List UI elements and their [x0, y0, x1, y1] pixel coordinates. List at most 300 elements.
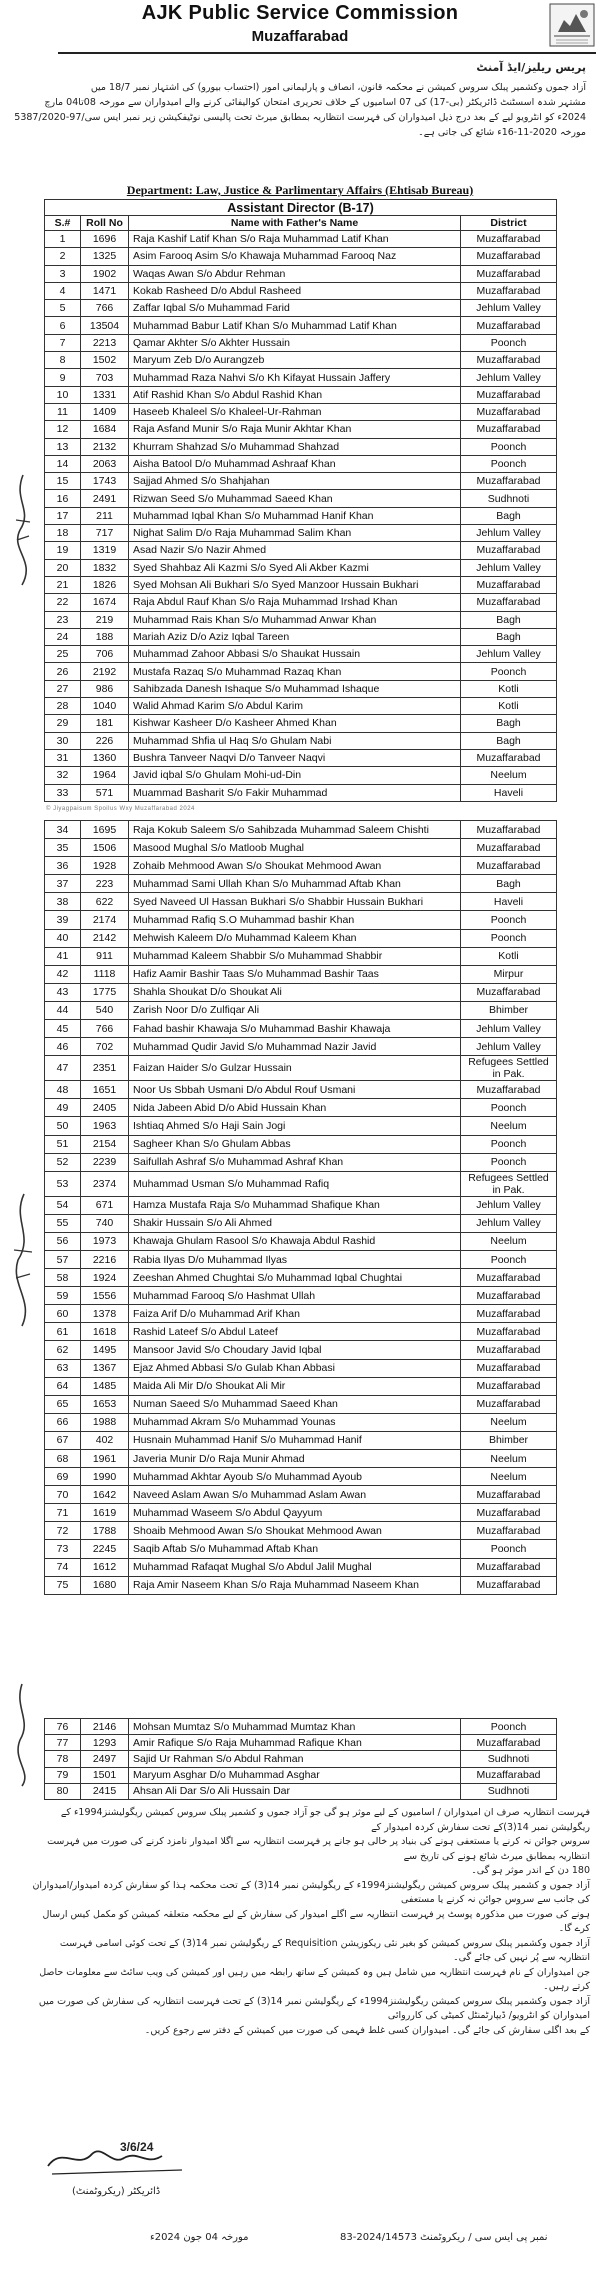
serial-number-cell: 46	[45, 1038, 81, 1056]
table-row	[45, 1751, 557, 1767]
district-cell: Poonch	[461, 1099, 557, 1117]
candidate-name-cell: Fahad bashir Khawaja S/o Muhammad Bashir Khawaja	[129, 1020, 461, 1038]
district-cell: Muzaffarabad	[461, 1341, 557, 1359]
roll-number-cell: 1642	[81, 1486, 129, 1504]
serial-number-cell: 56	[45, 1232, 81, 1250]
district-cell: Poonch	[461, 1250, 557, 1268]
table-row	[45, 1135, 557, 1153]
roll-number-cell: 622	[81, 893, 129, 911]
table-row	[45, 1250, 557, 1268]
candidate-name-cell: Rabia Ilyas D/o Muhammad Ilyas	[129, 1250, 461, 1268]
serial-number-cell: 55	[45, 1214, 81, 1232]
note-line: آزاد جموں و کشمیر پبلک سروس کمیشن ریگولیشنز1994ء کے ریگولیشن نمبر 14(3) کے تحت محکمہ ہذا کو سفارش کردہ امیدوار/امیدواران کی جانب سے سروس جوائن نہ کرنے یا مستعفی	[32, 1879, 590, 1905]
serial-number-cell: 66	[45, 1413, 81, 1431]
serial-number-cell: 49	[45, 1099, 81, 1117]
serial-number-cell: 28	[45, 698, 81, 715]
candidate-name-cell: Syed Shahbaz Ali Kazmi S/o Syed Ali Akber Kazmi	[129, 559, 461, 576]
table-body	[45, 231, 557, 802]
table-row	[45, 646, 557, 663]
district-cell: Muzaffarabad	[461, 403, 557, 420]
roll-number-cell: 1325	[81, 248, 129, 265]
roll-number-cell: 1409	[81, 403, 129, 420]
candidate-name-cell: Muhammad Qudir Javid S/o Muhammad Nazir Javid	[129, 1038, 461, 1056]
notes-block	[30, 1806, 590, 2038]
table-row	[45, 749, 557, 766]
table-row	[45, 1719, 557, 1735]
table-row	[45, 1377, 557, 1395]
candidate-name-cell: Sahibzada Danesh Ishaque S/o Muhammad Ishaque	[129, 680, 461, 697]
candidate-name-cell: Rizwan Seed S/o Muhammad Saeed Khan	[129, 490, 461, 507]
candidate-name-cell: Maryum Asghar D/o Muhammad Asghar	[129, 1767, 461, 1783]
district-cell: Poonch	[461, 911, 557, 929]
candidate-name-cell: Mustafa Razaq S/o Muhammad Razaq Khan	[129, 663, 461, 680]
table-row	[45, 1576, 557, 1594]
candidate-name-cell: Syed Naveed Ul Hassan Bukhari S/o Shabbir Hussain Bukhari	[129, 893, 461, 911]
roll-number-cell: 2142	[81, 929, 129, 947]
district-cell: Muzaffarabad	[461, 473, 557, 490]
district-cell: Muzaffarabad	[461, 1735, 557, 1751]
candidate-name-cell: Walid Ahmad Karim S/o Abdul Karim	[129, 698, 461, 715]
table-row	[45, 352, 557, 369]
serial-number-cell: 9	[45, 369, 81, 386]
district-cell: Poonch	[461, 1540, 557, 1558]
roll-number-cell: 1506	[81, 839, 129, 857]
table-row	[45, 576, 557, 593]
district-cell: Bagh	[461, 732, 557, 749]
district-cell: Muzaffarabad	[461, 1287, 557, 1305]
table-row	[45, 1056, 557, 1081]
table-row	[45, 282, 557, 299]
district-cell: Sudhnoti	[461, 1751, 557, 1767]
candidate-name-cell: Zohaib Mehmood Awan S/o Shoukat Mehmood Awan	[129, 857, 461, 875]
table-row	[45, 1540, 557, 1558]
serial-number-cell: 35	[45, 839, 81, 857]
roll-number-cell: 1826	[81, 576, 129, 593]
roll-number-cell: 1695	[81, 821, 129, 839]
district-cell: Refugees Settled in Pak.	[461, 1056, 557, 1081]
table-row	[45, 929, 557, 947]
table-row	[45, 1038, 557, 1056]
district-cell: Neelum	[461, 767, 557, 784]
serial-number-cell: 59	[45, 1287, 81, 1305]
district-cell: Jehlum Valley	[461, 525, 557, 542]
serial-number-cell: 2	[45, 248, 81, 265]
header-subtitle: Muzaffarabad	[251, 28, 349, 45]
roll-number-cell: 766	[81, 300, 129, 317]
roll-number-cell: 740	[81, 1214, 129, 1232]
roll-number-cell: 1674	[81, 594, 129, 611]
roll-number-cell: 703	[81, 369, 129, 386]
serial-number-cell: 51	[45, 1135, 81, 1153]
roll-number-cell: 2192	[81, 663, 129, 680]
candidate-name-cell: Waqas Awan S/o Abdur Rehman	[129, 265, 461, 282]
serial-number-cell: 3	[45, 265, 81, 282]
serial-number-cell: 64	[45, 1377, 81, 1395]
candidate-name-cell: Muhammad Waseem S/o Abdul Qayyum	[129, 1504, 461, 1522]
table-row	[45, 1450, 557, 1468]
table-body	[45, 1719, 557, 1800]
table-row	[45, 767, 557, 784]
serial-number-cell: 47	[45, 1056, 81, 1081]
roll-number-cell: 1653	[81, 1395, 129, 1413]
roll-number-cell: 1471	[81, 282, 129, 299]
roll-number-cell: 2154	[81, 1135, 129, 1153]
candidate-name-cell: Muhammad Rafaqat Mughal S/o Abdul Jalil Mughal	[129, 1558, 461, 1576]
header-title: AJK Public Service Commission	[141, 2, 459, 24]
roll-number-cell: 1619	[81, 1504, 129, 1522]
roll-number-cell: 219	[81, 611, 129, 628]
candidate-name-cell: Noor Us Sbbah Usmani D/o Abdul Rouf Usmani	[129, 1081, 461, 1099]
serial-number-cell: 36	[45, 857, 81, 875]
serial-number-cell: 32	[45, 767, 81, 784]
roll-number-cell: 2374	[81, 1171, 129, 1196]
serial-number-cell: 22	[45, 594, 81, 611]
signature-designation: ڈائریکٹر (ریکروٹمنٹ)	[72, 2186, 161, 2197]
roll-number-cell: 1964	[81, 767, 129, 784]
table-row	[45, 875, 557, 893]
signature-date: 3/6/24	[120, 2140, 154, 2154]
district-cell: Jehlum Valley	[461, 646, 557, 663]
serial-number-cell: 42	[45, 965, 81, 983]
roll-number-cell: 766	[81, 1020, 129, 1038]
serial-number-cell: 37	[45, 875, 81, 893]
roll-number-cell: 1973	[81, 1232, 129, 1250]
table-row	[45, 594, 557, 611]
table-row	[45, 911, 557, 929]
roll-number-cell: 1360	[81, 749, 129, 766]
candidate-name-cell: Raja Kokub Saleem S/o Sahibzada Muhammad Saleem Chishti	[129, 821, 461, 839]
table-row	[45, 1486, 557, 1504]
serial-number-cell: 10	[45, 386, 81, 403]
roll-number-cell: 2132	[81, 438, 129, 455]
serial-number-cell: 72	[45, 1522, 81, 1540]
district-cell: Kotli	[461, 680, 557, 697]
district-cell: Neelum	[461, 1232, 557, 1250]
serial-number-cell: 20	[45, 559, 81, 576]
roll-number-cell: 223	[81, 875, 129, 893]
table-row	[45, 821, 557, 839]
serial-number-cell: 17	[45, 507, 81, 524]
column-header-district: District	[461, 216, 557, 231]
roll-number-cell: 1684	[81, 421, 129, 438]
candidate-name-cell: Shakir Hussain S/o Ali Ahmed	[129, 1214, 461, 1232]
district-cell: Haveli	[461, 784, 557, 801]
district-cell: Jehlum Valley	[461, 1038, 557, 1056]
district-cell: Jehlum Valley	[461, 1020, 557, 1038]
district-cell: Bagh	[461, 875, 557, 893]
intro-line: 2024ء کو انٹرویو لیے کے بعد درج ذیل امیدواران کی فہرست انتظاریہ بمطابق میرٹ تحت پالیسی نوٹیفکیشن زیر نمبر ایس سی/97-5387/2020	[14, 112, 586, 123]
roll-number-cell: 671	[81, 1196, 129, 1214]
candidate-name-cell: Hamza Mustafa Raja S/o Muhammad Shafique Khan	[129, 1196, 461, 1214]
district-cell: Muzaffarabad	[461, 983, 557, 1001]
roll-number-cell: 1775	[81, 983, 129, 1001]
district-cell: Muzaffarabad	[461, 1323, 557, 1341]
header-divider	[58, 52, 596, 54]
roll-number-cell: 2415	[81, 1783, 129, 1799]
candidate-name-cell: Mansoor Javid S/o Choudary Javid Iqbal	[129, 1341, 461, 1359]
roll-number-cell: 1378	[81, 1305, 129, 1323]
candidate-name-cell: Asim Farooq Asim S/o Khawaja Muhammad Farooq Naz	[129, 248, 461, 265]
serial-number-cell: 69	[45, 1468, 81, 1486]
table-row	[45, 1783, 557, 1799]
district-cell: Sudhnoti	[461, 490, 557, 507]
serial-number-cell: 58	[45, 1269, 81, 1287]
table-row	[45, 715, 557, 732]
roll-number-cell: 2213	[81, 334, 129, 351]
table-row	[45, 1341, 557, 1359]
table-part-2	[44, 820, 557, 1595]
candidate-name-cell: Zaffar Iqbal S/o Muhammad Farid	[129, 300, 461, 317]
note-line: جن امیدواران کے نام فہرست انتظاریہ میں شامل ہیں وہ کمیشن کے ساتھ رابطہ میں رہیں اور کمیشن کی ویب سائٹ سے معلومات حاصل کرتے رہیں۔	[39, 1966, 590, 1992]
candidate-name-cell: Muhammad Zahoor Abbasi S/o Shaukat Hussain	[129, 646, 461, 663]
serial-number-cell: 70	[45, 1486, 81, 1504]
note-line: ہونے کی صورت میں مذکورہ پوسٹ پر فہرست انتظاریہ سے اگلے امیدوار کی سفارش کے لیے محکمہ متعلقہ کمیشن کو مکمل کیس ارسال کرے گا۔	[42, 1908, 590, 1934]
district-cell: Jehlum Valley	[461, 559, 557, 576]
serial-number-cell: 63	[45, 1359, 81, 1377]
table-row	[45, 542, 557, 559]
serial-number-cell: 11	[45, 403, 81, 420]
column-header-name: Name with Father's Name	[129, 216, 461, 231]
district-cell: Muzaffarabad	[461, 749, 557, 766]
note-line: فہرست انتظاریہ صرف ان امیدواران / اسامیوں کے لیے موثر ہو گی جو آزاد جموں و کشمیر پبلک سروس کمیشن ریگولیشنز1994ء کے ریگولیشن نمبر 14(3)کے تحت سفارش کردہ امیدوار کے	[60, 1807, 590, 1833]
table-footnote: © Jiyagpaisum Spoilus Wxy Muzaffarabad 2024	[46, 806, 195, 812]
candidate-name-cell: Syed Mohsan Ali Bukhari S/o Syed Manzoor Hussain Bukhari	[129, 576, 461, 593]
table-row	[45, 983, 557, 1001]
district-cell: Poonch	[461, 1719, 557, 1735]
note-line: آزاد جموں وکشمیر پبلک سروس کمیشن کو بغیر نئی ریکوزیشن Requisition کے ریگولیشن نمبر 14(3) کے تحت کوئی اسامی فہرست انتظاریہ سے پُر نہیں کی جائے گی۔	[59, 1937, 590, 1963]
table-row	[45, 628, 557, 645]
table-part-3	[44, 1718, 557, 1800]
serial-number-cell: 23	[45, 611, 81, 628]
candidate-name-cell: Hafiz Aamir Bashir Taas S/o Muhammad Bashir Taas	[129, 965, 461, 983]
table-row	[45, 1171, 557, 1196]
serial-number-cell: 19	[45, 542, 81, 559]
table-row	[45, 317, 557, 334]
district-cell: Neelum	[461, 1117, 557, 1135]
roll-number-cell: 1902	[81, 265, 129, 282]
table-row	[45, 1359, 557, 1377]
district-cell: Muzaffarabad	[461, 352, 557, 369]
district-cell: Jehlum Valley	[461, 300, 557, 317]
table-part-1	[44, 199, 557, 802]
table-row	[45, 1081, 557, 1099]
roll-number-cell: 1118	[81, 965, 129, 983]
district-cell: Bagh	[461, 628, 557, 645]
candidate-name-cell: Muhammad Rais Khan S/o Muhammad Anwar Khan	[129, 611, 461, 628]
table-row	[45, 1214, 557, 1232]
roll-number-cell: 571	[81, 784, 129, 801]
candidate-name-cell: Numan Saeed S/o Muhammad Saeed Khan	[129, 1395, 461, 1413]
table-row	[45, 698, 557, 715]
table-body	[45, 821, 557, 1595]
district-cell: Muzaffarabad	[461, 542, 557, 559]
roll-number-cell: 1924	[81, 1269, 129, 1287]
candidate-name-cell: Sajjad Ahmed S/o Shahjahan	[129, 473, 461, 490]
table-row	[45, 369, 557, 386]
candidate-name-cell: Ahsan Ali Dar S/o Ali Hussain Dar	[129, 1783, 461, 1799]
roll-number-cell: 1501	[81, 1767, 129, 1783]
margin-signature	[8, 470, 38, 590]
roll-number-cell: 1651	[81, 1081, 129, 1099]
table-row	[45, 732, 557, 749]
district-cell: Haveli	[461, 893, 557, 911]
district-cell: Muzaffarabad	[461, 576, 557, 593]
table-row	[45, 455, 557, 472]
table-row	[45, 1287, 557, 1305]
serial-number-cell: 8	[45, 352, 81, 369]
serial-number-cell: 15	[45, 473, 81, 490]
serial-number-cell: 18	[45, 525, 81, 542]
serial-number-cell: 73	[45, 1540, 81, 1558]
candidate-name-cell: Asad Nazir S/o Nazir Ahmed	[129, 542, 461, 559]
table-row	[45, 857, 557, 875]
table-row	[45, 1323, 557, 1341]
district-cell: Poonch	[461, 1135, 557, 1153]
table-row	[45, 965, 557, 983]
press-release-label: پریس ریلیز/ایڈ آمنٹ	[476, 61, 586, 74]
serial-number-cell: 78	[45, 1751, 81, 1767]
district-cell: Muzaffarabad	[461, 317, 557, 334]
candidate-name-cell: Saqib Aftab S/o Muhammad Aftab Khan	[129, 1540, 461, 1558]
serial-number-cell: 26	[45, 663, 81, 680]
serial-number-cell: 62	[45, 1341, 81, 1359]
table-row	[45, 1020, 557, 1038]
candidate-name-cell: Muhammad Akhtar Ayoub S/o Muhammad Ayoub	[129, 1468, 461, 1486]
district-cell: Poonch	[461, 1153, 557, 1171]
district-cell: Muzaffarabad	[461, 1377, 557, 1395]
roll-number-cell: 1990	[81, 1468, 129, 1486]
district-cell: Poonch	[461, 438, 557, 455]
table-row	[45, 1431, 557, 1449]
district-cell: Sudhnoti	[461, 1783, 557, 1799]
table-row	[45, 525, 557, 542]
table-row	[45, 248, 557, 265]
district-cell: Muzaffarabad	[461, 1081, 557, 1099]
roll-number-cell: 1680	[81, 1576, 129, 1594]
district-cell: Neelum	[461, 1450, 557, 1468]
roll-number-cell: 1293	[81, 1735, 129, 1751]
candidate-name-cell: Javeria Munir D/o Raja Munir Ahmad	[129, 1450, 461, 1468]
candidate-name-cell: Javid iqbal S/o Ghulam Mohi-ud-Din	[129, 767, 461, 784]
table-row	[45, 839, 557, 857]
candidate-name-cell: Raja Kashif Latif Khan S/o Raja Muhammad Latif Khan	[129, 231, 461, 248]
district-cell: Bagh	[461, 715, 557, 732]
intro-paragraph	[14, 80, 586, 140]
note-line: کے بعد اگلی سفارش کی جائے گی۔ امیدواران کسی غلط فہمی کی صورت میں کمیشن کے دفتر سے رجوع کریں۔	[144, 2024, 590, 2036]
serial-number-cell: 74	[45, 1558, 81, 1576]
serial-number-cell: 76	[45, 1719, 81, 1735]
district-cell: Neelum	[461, 1468, 557, 1486]
roll-number-cell: 1612	[81, 1558, 129, 1576]
serial-number-cell: 12	[45, 421, 81, 438]
table-row	[45, 1305, 557, 1323]
candidate-name-cell: Haseeb Khaleel S/o Khaleel-Ur-Rahman	[129, 403, 461, 420]
serial-number-cell: 68	[45, 1450, 81, 1468]
roll-number-cell: 1988	[81, 1413, 129, 1431]
candidate-name-cell: Faiza Arif D/o Muhammad Arif Khan	[129, 1305, 461, 1323]
roll-number-cell: 1502	[81, 352, 129, 369]
table-row	[45, 1232, 557, 1250]
candidate-name-cell: Raja Abdul Rauf Khan S/o Raja Muhammad Irshad Khan	[129, 594, 461, 611]
serial-number-cell: 45	[45, 1020, 81, 1038]
roll-number-cell: 402	[81, 1431, 129, 1449]
serial-number-cell: 21	[45, 576, 81, 593]
candidate-name-cell: Mehwish Kaleem D/o Muhammad Kaleem Khan	[129, 929, 461, 947]
serial-number-cell: 30	[45, 732, 81, 749]
note-line: آزاد جموں وکشمیر پبلک سروس کمیشن ریگولیشنز1994ء کے ریگولیشن نمبر 14(3) کے تحت فہرست انتظاریہ کی سفارش کی صورت میں امیدواران کو انٹرویو/ ڈیپارٹمنٹل کمیٹی کی کارروائی	[38, 1995, 590, 2021]
candidate-name-cell: Raja Amir Naseem Khan S/o Raja Muhammad Naseem Khan	[129, 1576, 461, 1594]
serial-number-cell: 67	[45, 1431, 81, 1449]
roll-number-cell: 1485	[81, 1377, 129, 1395]
serial-number-cell: 4	[45, 282, 81, 299]
serial-number-cell: 33	[45, 784, 81, 801]
roll-number-cell: 1696	[81, 231, 129, 248]
intro-line: آزاد جموں وکشمیر پبلک سروس کمیشن نے محکمہ قانون، انصاف و پارلیمانی امور (احتساب بیورو) کی اشتہار نمبر 18/7 میں	[90, 82, 586, 93]
candidate-name-cell: Naveed Aslam Awan S/o Muhammad Aslam Awan	[129, 1486, 461, 1504]
district-cell: Bhimber	[461, 1001, 557, 1019]
roll-number-cell: 986	[81, 680, 129, 697]
roll-number-cell: 1556	[81, 1287, 129, 1305]
candidate-name-cell: Muhammad Kaleem Shabbir S/o Muhammad Shabbir	[129, 947, 461, 965]
roll-number-cell: 2063	[81, 455, 129, 472]
roll-number-cell: 226	[81, 732, 129, 749]
district-cell: Muzaffarabad	[461, 265, 557, 282]
district-cell: Kotli	[461, 698, 557, 715]
table-row	[45, 1468, 557, 1486]
roll-number-cell: 2239	[81, 1153, 129, 1171]
candidate-name-cell: Muhammad Raza Nahvi S/o Kh Kifayat Hussain Jaffery	[129, 369, 461, 386]
table-row	[45, 1504, 557, 1522]
roll-number-cell: 1040	[81, 698, 129, 715]
district-cell: Bagh	[461, 611, 557, 628]
candidate-name-cell: Bushra Tanveer Naqvi D/o Tanveer Naqvi	[129, 749, 461, 766]
roll-number-cell: 1319	[81, 542, 129, 559]
note-line: سروس جوائن نہ کرنے یا مستعفی ہونے کی بنیاد پر خالی ہو جانے پر فہرست انتظاریہ سے اگلا امیدوار نامزد کرنے کی صورت میں فہرست انتظاریہ بمطابق میرٹ شائع ہونے کی تاریخ سے	[47, 1836, 590, 1862]
candidate-name-cell: Muhammad Babur Latif Khan S/o Muhammad Latif Khan	[129, 317, 461, 334]
serial-number-cell: 50	[45, 1117, 81, 1135]
roll-number-cell: 911	[81, 947, 129, 965]
district-cell: Bagh	[461, 507, 557, 524]
serial-number-cell: 38	[45, 893, 81, 911]
candidate-name-cell: Muhammad Shfia ul Haq S/o Ghulam Nabi	[129, 732, 461, 749]
serial-number-cell: 53	[45, 1171, 81, 1196]
serial-number-cell: 24	[45, 628, 81, 645]
intro-line: مورخہ 2020-11-16ء شائع کی جاتی ہے۔	[418, 127, 586, 138]
district-cell: Muzaffarabad	[461, 386, 557, 403]
table-row	[45, 1196, 557, 1214]
candidate-name-cell: Shoaib Mehmood Awan S/o Shoukat Mehmood Awan	[129, 1522, 461, 1540]
serial-number-cell: 27	[45, 680, 81, 697]
roll-number-cell: 181	[81, 715, 129, 732]
table-row	[45, 663, 557, 680]
district-cell: Muzaffarabad	[461, 1269, 557, 1287]
district-cell: Mirpur	[461, 965, 557, 983]
reference-number: نمبر پی ایس سی / ریکروٹمنٹ 2024/14573-83	[340, 2232, 548, 2243]
serial-number-cell: 57	[45, 1250, 81, 1268]
table-row	[45, 1117, 557, 1135]
department-heading: Department: Law, Justice & Parlimentary Affairs (Ehtisab Bureau)	[126, 183, 474, 197]
district-cell: Muzaffarabad	[461, 839, 557, 857]
issue-date: مورخہ 04 جون 2024ء	[150, 2232, 249, 2243]
candidate-name-cell: Mariah Aziz D/o Aziz Iqbal Tareen	[129, 628, 461, 645]
director-signature	[42, 2136, 192, 2184]
candidate-name-cell: Zeeshan Ahmed Chughtai S/o Muhammad Iqbal Chughtai	[129, 1269, 461, 1287]
candidate-name-cell: Muhammad Usman S/o Muhammad Rafiq	[129, 1171, 461, 1196]
serial-number-cell: 1	[45, 231, 81, 248]
district-cell: Muzaffarabad	[461, 1359, 557, 1377]
district-cell: Muzaffarabad	[461, 1486, 557, 1504]
table-row	[45, 680, 557, 697]
